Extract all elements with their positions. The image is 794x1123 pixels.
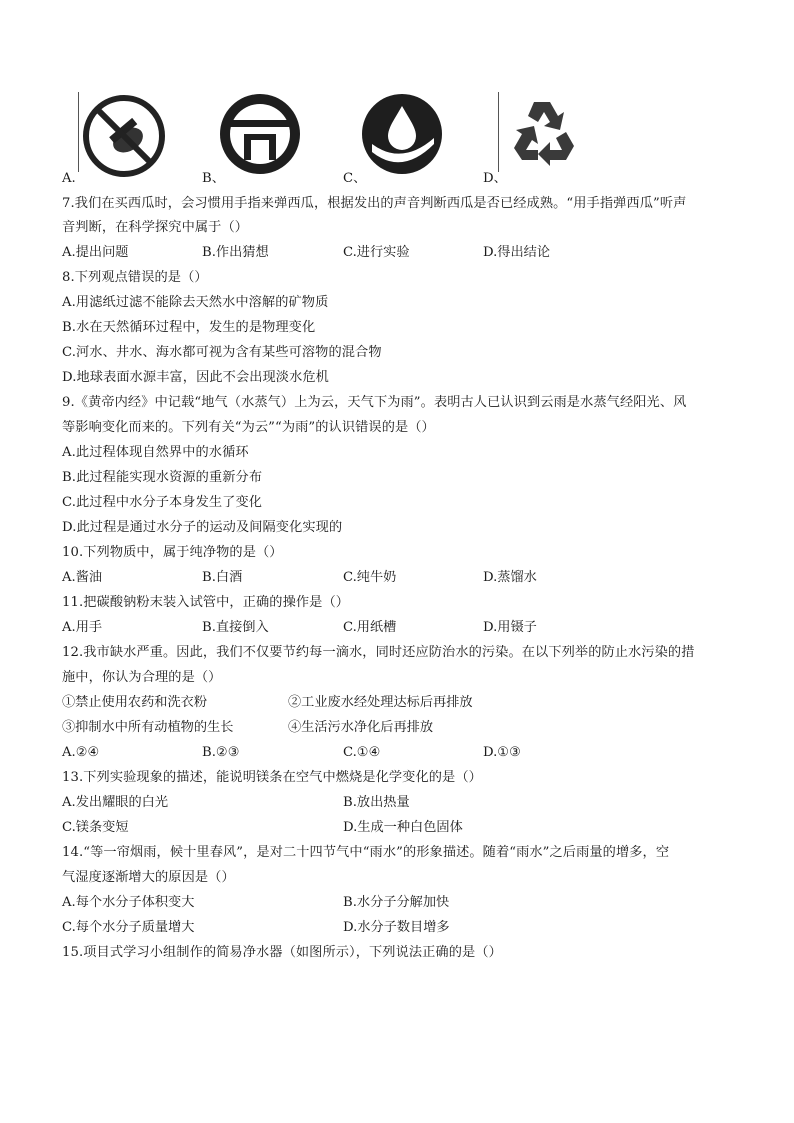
question-7-stem: 7.我们在买西瓜时，会习惯用手指来弹西瓜，根据发出的声音判断西瓜是否已经成熟。“用手指弹西瓜”听声 (62, 196, 687, 211)
q14-option-c: C.每个水分子质量增大 (62, 920, 195, 935)
q9-option-a: A.此过程体现自然界中的水循环 (62, 445, 249, 460)
question-9-stem: 9.《黄帝内经》中记载“地气（水蒸气）上为云，天气下为雨”。表明古人已认识到云雨是水蒸气经阳光、风 (62, 395, 687, 410)
question-12-stem-cont: 施中，你认为合理的是（） (62, 670, 222, 685)
q8-option-d: D.地球表面水源丰富，因此不会出现淡水危机 (62, 370, 329, 385)
q13-option-d: D.生成一种白色固体 (343, 820, 463, 835)
option-d-label: D、 (483, 171, 507, 186)
q9-option-b: B.此过程能实现水资源的重新分布 (62, 470, 263, 485)
question-9-stem-cont: 等影响变化而来的。下列有关“为云”“为雨”的认识错误的是（） (62, 420, 435, 435)
question-7-stem-cont: 音判断，在科学探究中属于（） (62, 220, 249, 235)
q13-option-a: A.发出耀眼的白光 (62, 795, 169, 810)
q12-option-b: B.②③ (202, 745, 240, 760)
recycle-icon (504, 92, 604, 187)
q10-option-b: B.白酒 (202, 570, 243, 585)
q14-option-a: A.每个水分子体积变大 (62, 895, 195, 910)
option-c-label: C、 (343, 171, 367, 186)
question-11-stem: 11.把碳酸钠粉末装入试管中，正确的操作是（） (62, 595, 350, 610)
q11-option-d: D.用镊子 (483, 620, 537, 635)
question-14-stem-cont: 气湿度逐渐增大的原因是（） (62, 870, 235, 885)
no-smoking-icon (80, 92, 180, 187)
q7-option-d: D.得出结论 (483, 245, 551, 260)
option-b-label: B、 (202, 171, 225, 186)
q12-option-c: C.①④ (343, 745, 381, 760)
q12-statement-1: ①禁止使用农药和洗衣粉 (62, 695, 208, 710)
water-drop-icon (360, 92, 460, 187)
question-15-stem: 15.项目式学习小组制作的简易净水器（如图所示），下列说法正确的是（） (62, 945, 502, 960)
question-12-stem: 12.我市缺水严重。因此，我们不仅要节约每一滴水，同时还应防治水的污染。在以下列举的防止水污染的措 (62, 645, 695, 660)
q11-option-c: C.用纸槽 (343, 620, 397, 635)
question-14-stem: 14.“等一帘烟雨，候十里春风”，是对二十四节气中“雨水”的形象描述。随着“雨水”之后雨量的增多，空 (62, 845, 670, 860)
q14-option-b: B.水分子分解加快 (343, 895, 450, 910)
q9-option-d: D.此过程是通过水分子的运动及间隔变化实现的 (62, 520, 343, 535)
q10-option-c: C.纯牛奶 (343, 570, 397, 585)
q10-option-d: D.蒸馏水 (483, 570, 537, 585)
q7-option-a: A.提出问题 (62, 245, 129, 260)
question-8-stem: 8.下列观点错误的是（） (62, 270, 208, 285)
q9-option-c: C.此过程中水分子本身发生了变化 (62, 495, 263, 510)
q11-option-a: A.用手 (62, 620, 103, 635)
q8-option-a: A.用滤纸过滤不能除去天然水中溶解的矿物质 (62, 295, 329, 310)
q13-option-b: B.放出热量 (343, 795, 410, 810)
q7-option-c: C.进行实验 (343, 245, 410, 260)
q11-option-b: B.直接倒入 (202, 620, 269, 635)
q7-option-b: B.作出猜想 (202, 245, 269, 260)
q8-option-b: B.水在天然循环过程中，发生的是物理变化 (62, 320, 316, 335)
option-a-label: A. (62, 171, 76, 186)
divider (498, 92, 499, 172)
q12-statement-2: ②工业废水经处理达标后再排放 (288, 695, 473, 710)
q14-option-d: D.水分子数目增多 (343, 920, 450, 935)
q12-statement-4: ④生活污水净化后再排放 (288, 720, 434, 735)
q8-option-c: C.河水、井水、海水都可视为含有某些可溶物的混合物 (62, 345, 382, 360)
q10-option-a: A.酱油 (62, 570, 103, 585)
divider (78, 92, 79, 172)
question-13-stem: 13.下列实验现象的描述，能说明镁条在空气中燃烧是化学变化的是（） (62, 770, 482, 785)
q12-option-a: A.②④ (62, 745, 100, 760)
q12-option-d: D.①③ (483, 745, 521, 760)
q13-option-c: C.镁条变短 (62, 820, 129, 835)
question-10-stem: 10.下列物质中，属于纯净物的是（） (62, 545, 283, 560)
q12-statement-3: ③抑制水中所有动植物的生长 (62, 720, 234, 735)
water-saving-icon (218, 92, 318, 187)
